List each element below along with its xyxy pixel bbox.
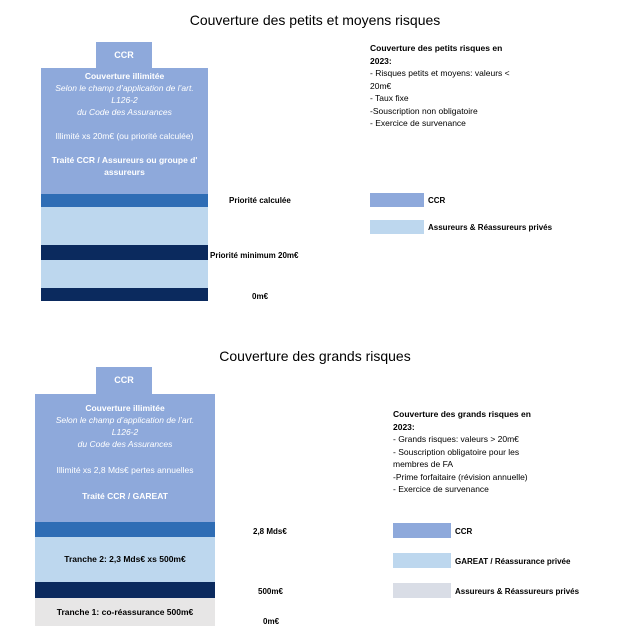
section2-note-line-1: - Grands risques: valeurs > 20m€ <box>393 434 519 444</box>
section1-title: Couverture des petits et moyens risques <box>189 12 441 28</box>
section1-note-line-4: -Souscription non obligatoire <box>370 105 478 116</box>
section2-note <box>393 408 593 496</box>
section2-band-tranche2: Tranche 2: 2,3 Mds€ xs 500m€ <box>35 537 215 582</box>
section2-block-heading: Couverture illimitée <box>85 403 165 413</box>
section2-note-line-2: - Souscription obligatoire pour les <box>393 446 520 457</box>
section1-legend-private-label: Assureurs & Réassureurs privés <box>428 223 553 232</box>
section2-legend-private-label: Assureurs & Réassureurs privés <box>455 587 580 596</box>
section1-block-limit: Illimité xs 20m€ (ou priorité calculée) <box>55 131 194 141</box>
section2-band-separator <box>35 582 215 598</box>
section2-legend-ccr-swatch <box>393 523 451 538</box>
section2-note-line-4: -Prime forfaitaire (révision annuelle) <box>393 471 528 482</box>
section1-note-heading-2: 2023: <box>370 55 392 66</box>
section1-band-private-lower <box>41 260 208 288</box>
section1-note <box>370 42 570 130</box>
section1-ccr-tab: CCR <box>96 42 152 68</box>
section1-band-base <box>41 288 208 301</box>
section1-label-zero: 0m€ <box>252 292 269 301</box>
section1-note-heading-1: Couverture des petits risques en <box>370 43 503 53</box>
section2-block-italic-1: Selon le champ d’application de l’art. <box>55 415 195 425</box>
section1-note-line-3: - Taux fixe <box>370 93 409 103</box>
section2-note-line-3: membres de FA <box>393 459 453 469</box>
section1-band-min-priority <box>41 245 208 260</box>
section1-note-line-5: - Exercice de survenance <box>370 118 466 128</box>
section2-note-line-5: - Exercice de survenance <box>393 484 489 494</box>
section1-label-priority-min: Priorité minimum 20m€ <box>210 251 299 260</box>
section2-block-italic-2: L126-2 <box>111 427 139 437</box>
section1-legend-ccr-swatch <box>370 193 424 207</box>
section1-band-private <box>41 207 208 245</box>
section1-legend-ccr-label: CCR <box>428 196 446 205</box>
section1-note-line-2: 20m€ <box>370 80 392 91</box>
section2-title: Couverture des grands risques <box>219 348 411 364</box>
section2-label-zero: 0m€ <box>263 617 280 626</box>
section2-legend-private-swatch <box>393 583 451 598</box>
section1-block-italic-3: du Code des Assurances <box>77 107 172 117</box>
section1-block-treaty-1: Traité CCR / Assureurs ou groupe d' <box>51 155 198 165</box>
section1-block-heading: Couverture illimitée <box>84 71 165 81</box>
section1-band-ccr <box>41 194 208 207</box>
section1-block-treaty-2: assureurs <box>104 167 145 177</box>
section1-label-priority-calc: Priorité calculée <box>229 196 291 205</box>
section2-block-italic-3: du Code des Assurances <box>77 439 173 449</box>
section1-note-line-1: - Risques petits et moyens: valeurs < <box>370 68 510 78</box>
section1-legend-private-swatch <box>370 220 424 234</box>
section2-ccr-block <box>35 394 215 522</box>
section2-block-limit: Illimité xs 2,8 Mds€ pertes annuelles <box>56 465 194 475</box>
section2-band-tranche1: Tranche 1: co-réassurance 500m€ <box>35 598 215 626</box>
section2-label-mid: 500m€ <box>258 587 283 596</box>
section1-block-italic-2: L126-2 <box>111 95 138 105</box>
section1-block-italic-1: Selon le champ d’application de l’art. <box>55 83 194 93</box>
section2-legend-ccr-label: CCR <box>455 527 473 536</box>
section2-ccr-tab: CCR <box>96 367 152 394</box>
section2-note-heading-1: Couverture des grands risques en <box>393 409 531 419</box>
section2-legend-gareat-swatch <box>393 553 451 568</box>
section2-legend-gareat-label: GAREAT / Réassurance privée <box>455 557 571 566</box>
section2-band-ccr <box>35 522 215 537</box>
section1-ccr-block <box>41 68 208 194</box>
section2-block-treaty: Traité CCR / GAREAT <box>82 491 168 501</box>
section2-note-heading-2: 2023: <box>393 421 415 432</box>
section2-label-top: 2,8 Mds€ <box>253 527 287 536</box>
